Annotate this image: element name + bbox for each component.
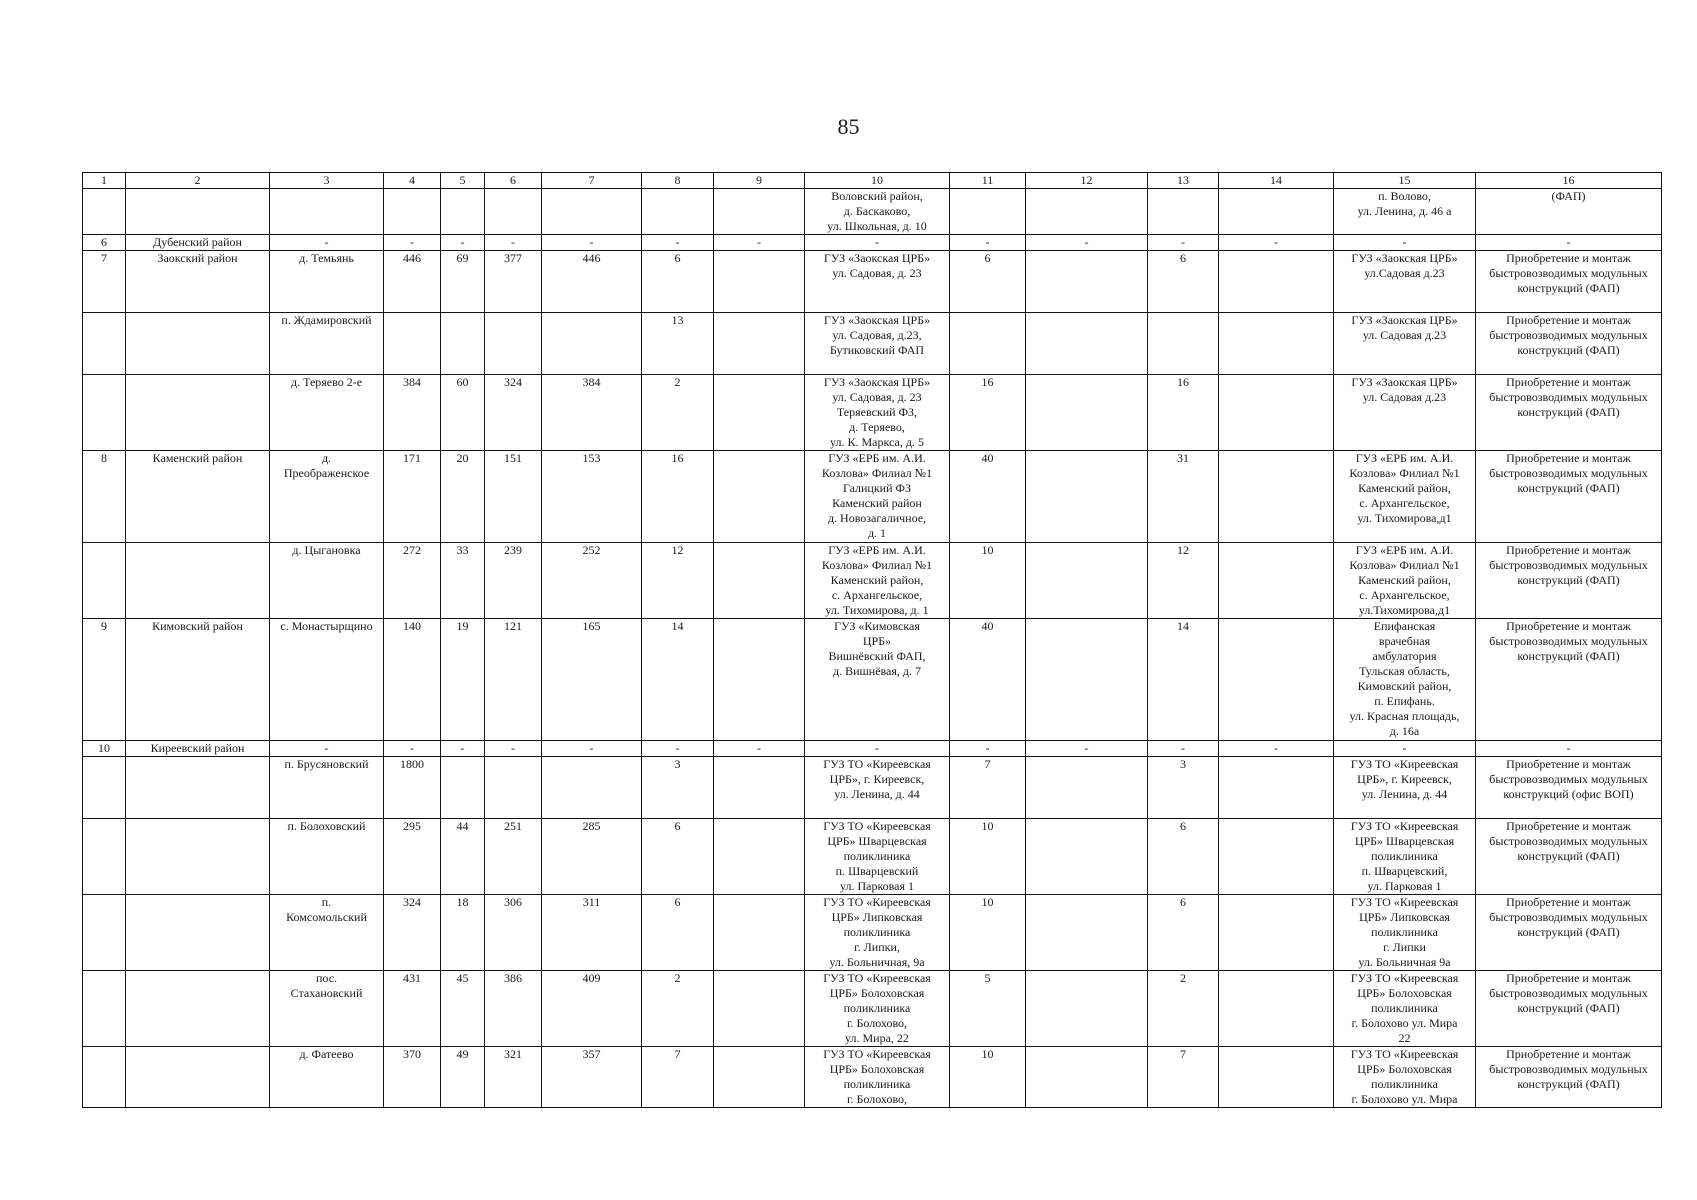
table-cell: 10 [950,1047,1026,1108]
table-cell: - [542,235,642,251]
column-number-cell: 8 [642,173,714,189]
table-cell [485,313,542,375]
table-cell: 295 [384,819,441,895]
table-cell: Приобретение и монтаж быстровозводимых модульных конструкций (офис ВОП) [1476,757,1662,819]
table-cell [1148,313,1219,375]
table-cell: 2 [1148,971,1219,1047]
table-cell: 10 [950,895,1026,971]
table-cell: Киреевский район [126,741,270,757]
table-cell: 386 [485,971,542,1047]
table-cell: 6 [1148,895,1219,971]
table-cell: ГУЗ «Кимовская ЦРБ» Вишнёвский ФАП, д. Вишнёвая, д. 7 [805,619,950,741]
table-cell [714,757,805,819]
table-row [83,895,1662,971]
table-cell: 252 [542,543,642,619]
table-cell [1219,251,1334,313]
table-cell: ГУЗ ТО «Киреевская ЦРБ», г. Киреевск, ул. Ленина, д. 44 [805,757,950,819]
table-cell [714,971,805,1047]
table-cell: ГУЗ ТО «Киреевская ЦРБ» Болоховская поликлиника г. Болохово, [805,1047,950,1108]
table-cell: ГУЗ «ЕРБ им. А.И. Козлова» Филиал №1 Каменский район, с. Архангельское, ул. Тихомирова,д1 [1334,451,1476,543]
table-cell: 18 [441,895,485,971]
table-cell: 171 [384,451,441,543]
table-cell: 370 [384,1047,441,1108]
table-cell: 384 [542,375,642,451]
table-cell: 2 [642,375,714,451]
table-cell: (ФАП) [1476,189,1662,235]
table-cell: 324 [384,895,441,971]
table-cell: ГУЗ ТО «Киреевская ЦРБ» Липковская поликлиника г. Липки, ул. Больничная, 9а [805,895,950,971]
table-cell [1219,619,1334,741]
table-cell: Каменский район [126,451,270,543]
table-cell: Приобретение и монтаж быстровозводимых модульных конструкций (ФАП) [1476,895,1662,971]
table-cell: - [441,741,485,757]
table-cell [384,313,441,375]
table-cell: 324 [485,375,542,451]
table-cell: 153 [542,451,642,543]
table-cell [1026,313,1148,375]
table-cell [126,819,270,895]
table-cell: ГУЗ «Заокская ЦРБ» ул.Садовая д.23 [1334,251,1476,313]
table-cell [1219,895,1334,971]
table-cell [1219,971,1334,1047]
table-cell [714,251,805,313]
table-cell: п. Брусяновский [270,757,384,819]
table-cell [126,189,270,235]
table-cell: ГУЗ ТО «Киреевская ЦРБ» Шварцевская поликлиника п. Шварцевский ул. Парковая 1 [805,819,950,895]
table-cell: ГУЗ «ЕРБ им. А.И. Козлова» Филиал №1 Каменский район, с. Архангельское, ул.Тихомирова,д1 [1334,543,1476,619]
table-cell: с. Монастырщино [270,619,384,741]
table-cell [714,543,805,619]
table-cell [714,619,805,741]
table-cell: 40 [950,451,1026,543]
table-cell: - [1476,235,1662,251]
table-cell: 10 [950,543,1026,619]
table-cell: - [642,741,714,757]
column-number-cell: 1 [83,173,126,189]
table-cell: д. Преображенское [270,451,384,543]
table-row [83,235,1662,251]
table-row [83,189,1662,235]
table-cell: 1800 [384,757,441,819]
table-cell: 14 [1148,619,1219,741]
column-number-cell: 13 [1148,173,1219,189]
column-number-cell: 16 [1476,173,1662,189]
table-cell [83,757,126,819]
table-cell: - [805,741,950,757]
table-cell: - [1334,741,1476,757]
table-cell: 31 [1148,451,1219,543]
table-cell: - [1219,741,1334,757]
table-cell: 16 [1148,375,1219,451]
table-cell: Воловский район, д. Баскаково, ул. Школьная, д. 10 [805,189,950,235]
table-cell [542,757,642,819]
table-cell [83,543,126,619]
table-cell: 321 [485,1047,542,1108]
table-cell: д. Цыгановка [270,543,384,619]
table-cell [83,971,126,1047]
table-cell [1026,189,1148,235]
table-cell: Приобретение и монтаж быстровозводимых модульных конструкций (ФАП) [1476,819,1662,895]
table-cell [950,189,1026,235]
table-cell: 7 [1148,1047,1219,1108]
table-cell [1026,543,1148,619]
column-number-cell: 4 [384,173,441,189]
table-cell [384,189,441,235]
table-cell: - [270,741,384,757]
table-cell [1026,1047,1148,1108]
table-row [83,619,1662,741]
table-row [83,451,1662,543]
table-cell [714,313,805,375]
table-cell: - [950,741,1026,757]
column-number-cell: 10 [805,173,950,189]
table-cell [1026,819,1148,895]
table-cell: 5 [950,971,1026,1047]
table-cell: Приобретение и монтаж быстровозводимых модульных конструкций (ФАП) [1476,251,1662,313]
table-cell [1219,1047,1334,1108]
table-cell [126,757,270,819]
table-cell: 165 [542,619,642,741]
table-cell: ГУЗ ТО «Киреевская ЦРБ» Болоховская поликлиника г. Болохово, ул. Мира, 22 [805,971,950,1047]
table-cell: ГУЗ «Заокская ЦРБ» ул. Садовая, д.23, Бутиковский ФАП [805,313,950,375]
table-cell: 140 [384,619,441,741]
table-cell: Епифанская врачебная амбулатория Тульская область, Кимовский район, п. Епифань. ул. Красная площадь, д. 16а [1334,619,1476,741]
table-cell: 3 [1148,757,1219,819]
table-cell [1026,895,1148,971]
table-cell: 16 [950,375,1026,451]
table-cell: 6 [642,895,714,971]
table-cell: ГУЗ ТО «Киреевская ЦРБ» Липковская поликлиника г. Липки ул. Больничная 9а [1334,895,1476,971]
table-row [83,819,1662,895]
table-cell [1026,619,1148,741]
table-cell: 6 [950,251,1026,313]
table-cell [714,1047,805,1108]
table-cell: 446 [542,251,642,313]
table-cell: 6 [1148,819,1219,895]
table-cell [126,313,270,375]
table-cell: Кимовский район [126,619,270,741]
table-cell: - [714,741,805,757]
table-cell: - [1148,741,1219,757]
table-cell: ГУЗ «Заокская ЦРБ» ул. Садовая, д. 23 Теряевский ФЗ, д. Теряево, ул. К. Маркса, д. 5 [805,375,950,451]
table-cell: 239 [485,543,542,619]
table-cell [714,375,805,451]
table-cell [1026,451,1148,543]
table-cell [441,757,485,819]
table-cell: д. Теряево 2-е [270,375,384,451]
table-row [83,543,1662,619]
table-cell: ГУЗ «ЕРБ им. А.И. Козлова» Филиал №1 Каменский район, с. Архангельское, ул. Тихомирова, д. 1 [805,543,950,619]
table-row [83,313,1662,375]
table-cell: 9 [83,619,126,741]
table-cell: 7 [642,1047,714,1108]
table-cell: ГУЗ «ЕРБ им. А.И. Козлова» Филиал №1 Галицкий ФЗ Каменский район д. Новозагаличное, д. 1 [805,451,950,543]
column-number-cell: 5 [441,173,485,189]
table-cell [714,895,805,971]
data-table [82,172,1662,1108]
table-cell: 7 [950,757,1026,819]
table-row [83,251,1662,313]
table-cell [126,375,270,451]
table-cell: 69 [441,251,485,313]
column-number-cell: 15 [1334,173,1476,189]
table-cell: 357 [542,1047,642,1108]
table-cell: 306 [485,895,542,971]
column-number-cell: 9 [714,173,805,189]
table-cell: 6 [1148,251,1219,313]
table-cell: 6 [642,251,714,313]
table-cell: - [1219,235,1334,251]
table-cell: - [642,235,714,251]
table-cell [1026,251,1148,313]
table-row [83,375,1662,451]
table-cell: 6 [642,819,714,895]
table-cell: - [542,741,642,757]
table-cell [126,895,270,971]
table-cell [83,313,126,375]
table-cell: 311 [542,895,642,971]
table-cell [1026,971,1148,1047]
table-cell: - [485,235,542,251]
column-number-cell: 2 [126,173,270,189]
table-cell: 49 [441,1047,485,1108]
table-cell [270,189,384,235]
table-cell: - [1334,235,1476,251]
table-cell: 285 [542,819,642,895]
column-number-cell: 11 [950,173,1026,189]
table-cell: 13 [642,313,714,375]
table-cell: - [384,235,441,251]
table-cell: п. Волово, ул. Ленина, д. 46 а [1334,189,1476,235]
table-cell: 3 [642,757,714,819]
table-cell: - [270,235,384,251]
table-cell: п. Комсомольский [270,895,384,971]
table-cell: Приобретение и монтаж быстровозводимых модульных конструкций (ФАП) [1476,619,1662,741]
table-cell [714,189,805,235]
table-cell [542,313,642,375]
table-cell: д. Фатеево [270,1047,384,1108]
table-cell: Приобретение и монтаж быстровозводимых модульных конструкций (ФАП) [1476,1047,1662,1108]
table-cell: 33 [441,543,485,619]
table-cell [1219,375,1334,451]
table-cell [126,543,270,619]
table-cell: 7 [83,251,126,313]
table-cell: 2 [642,971,714,1047]
table-cell: ГУЗ ТО «Киреевская ЦРБ», г. Киреевск, ул. Ленина, д. 44 [1334,757,1476,819]
table-cell: Приобретение и монтаж быстровозводимых модульных конструкций (ФАП) [1476,971,1662,1047]
table-cell: - [384,741,441,757]
table-cell: 14 [642,619,714,741]
table-cell [1026,375,1148,451]
table-cell [714,819,805,895]
table-cell: 446 [384,251,441,313]
table-cell: 12 [1148,543,1219,619]
table-cell [1219,451,1334,543]
table-cell: ГУЗ ТО «Киреевская ЦРБ» Шварцевская поликлиника п. Шварцевский, ул. Парковая 1 [1334,819,1476,895]
table-cell: 16 [642,451,714,543]
table-cell: - [950,235,1026,251]
table-cell [485,189,542,235]
table-cell [1026,757,1148,819]
table-cell [1148,189,1219,235]
table-cell: 19 [441,619,485,741]
table-cell: 44 [441,819,485,895]
table-cell: 20 [441,451,485,543]
table-cell: 8 [83,451,126,543]
table-cell: Приобретение и монтаж быстровозводимых модульных конструкций (ФАП) [1476,313,1662,375]
table-cell [83,895,126,971]
table-cell: п. Ждамировский [270,313,384,375]
column-number-cell: 12 [1026,173,1148,189]
table-cell [83,1047,126,1108]
table-cell: 60 [441,375,485,451]
table-cell: Приобретение и монтаж быстровозводимых модульных конструкций (ФАП) [1476,543,1662,619]
table-cell [485,757,542,819]
table-cell [83,189,126,235]
table-cell: п. Болоховский [270,819,384,895]
table-cell: 384 [384,375,441,451]
table-cell: 251 [485,819,542,895]
page-number: 85 [837,114,860,139]
table-row [83,971,1662,1047]
table-cell: 45 [441,971,485,1047]
table-cell: Заокский район [126,251,270,313]
table-cell: 431 [384,971,441,1047]
table-cell [126,1047,270,1108]
table-cell: 10 [950,819,1026,895]
table-cell [1219,313,1334,375]
table-cell: ГУЗ ТО «Киреевская ЦРБ» Болоховская поликлиника г. Болохово ул. Мира 22 [1334,971,1476,1047]
table-cell: ГУЗ «Заокская ЦРБ» ул. Садовая д.23 [1334,313,1476,375]
table-cell: - [1026,235,1148,251]
table-row [83,1047,1662,1108]
table-row [83,741,1662,757]
table-cell: - [1148,235,1219,251]
column-number-cell: 3 [270,173,384,189]
column-number-cell: 7 [542,173,642,189]
table-cell: - [441,235,485,251]
table-cell [542,189,642,235]
table-cell: 6 [83,235,126,251]
table-cell: Дубенский район [126,235,270,251]
column-number-cell: 14 [1219,173,1334,189]
table-cell: 272 [384,543,441,619]
table-cell: - [485,741,542,757]
table-cell: 121 [485,619,542,741]
table-cell: ГУЗ «Заокская ЦРБ» ул. Садовая д.23 [1334,375,1476,451]
table-cell [1219,189,1334,235]
table-cell: ГУЗ ТО «Киреевская ЦРБ» Болоховская поликлиника г. Болохово ул. Мира [1334,1047,1476,1108]
table-cell [83,819,126,895]
table-cell [1219,757,1334,819]
table-cell: 12 [642,543,714,619]
table-cell: 40 [950,619,1026,741]
table-cell: ГУЗ «Заокская ЦРБ» ул. Садовая, д. 23 [805,251,950,313]
column-number-cell: 6 [485,173,542,189]
table-cell: Приобретение и монтаж быстровозводимых модульных конструкций (ФАП) [1476,375,1662,451]
table-cell: 409 [542,971,642,1047]
table-cell [642,189,714,235]
table-cell: 10 [83,741,126,757]
table-cell: 377 [485,251,542,313]
table-row [83,757,1662,819]
table-cell: - [805,235,950,251]
table-cell [950,313,1026,375]
table-cell: - [714,235,805,251]
column-number-row [83,173,1662,189]
table-cell [83,375,126,451]
table-cell: д. Темьянь [270,251,384,313]
table-cell: - [1026,741,1148,757]
table-cell: пос. Стахановский [270,971,384,1047]
table-cell [714,451,805,543]
table-cell [441,189,485,235]
table-cell [1219,543,1334,619]
table-cell [126,971,270,1047]
table-cell [1219,819,1334,895]
table-cell: - [1476,741,1662,757]
table-cell: 151 [485,451,542,543]
table-cell: Приобретение и монтаж быстровозводимых модульных конструкций (ФАП) [1476,451,1662,543]
table-cell [441,313,485,375]
